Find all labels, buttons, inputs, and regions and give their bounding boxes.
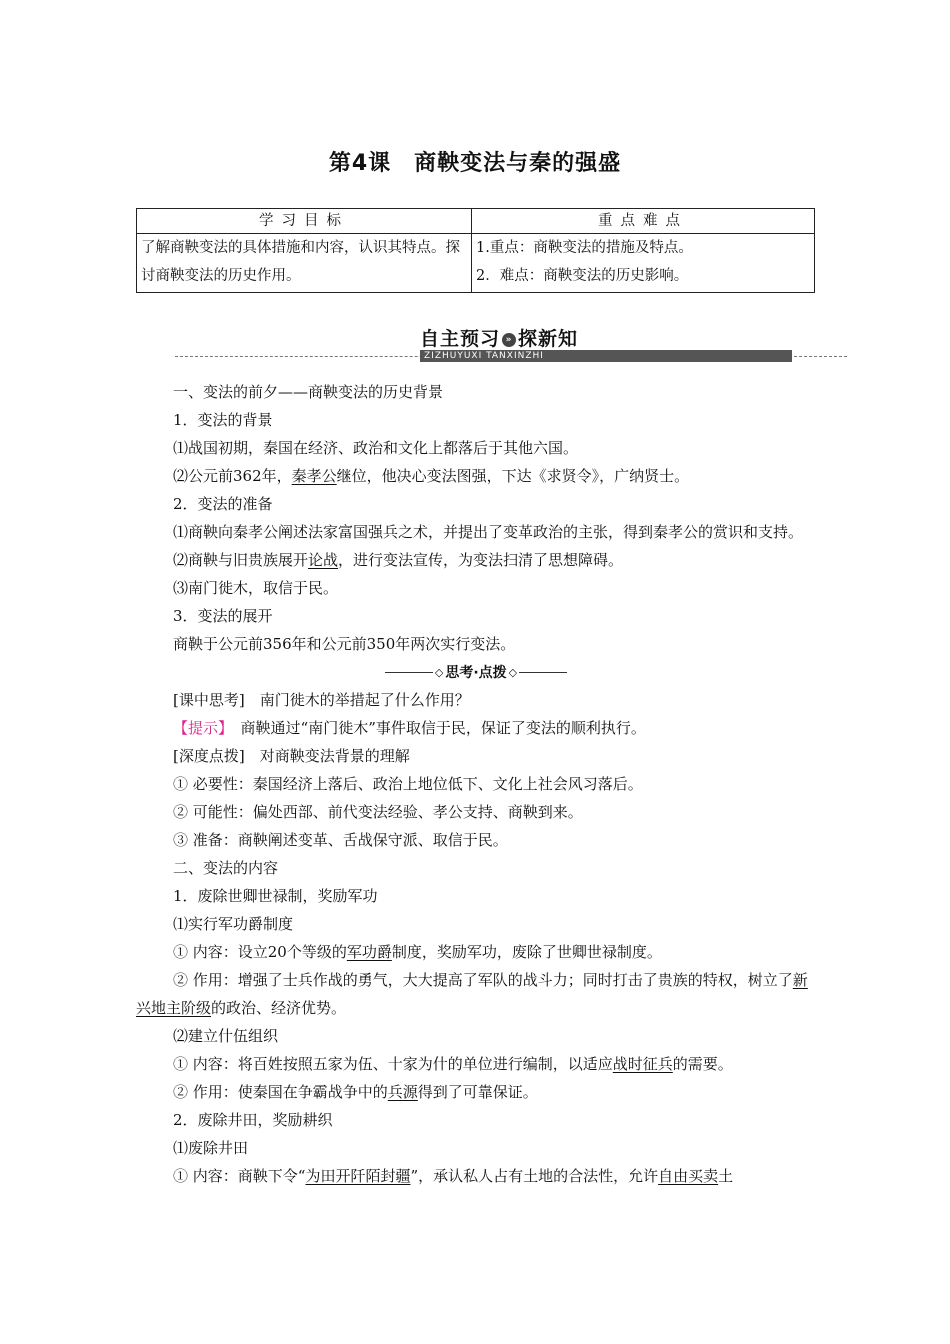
double-arrow-icon: » xyxy=(502,333,516,347)
underlined-term: 为田开阡陌封疆 xyxy=(305,1167,411,1185)
list-item: ② 可能性：偏处西部、前代变法经验、孝公支持、商鞅到来。 xyxy=(173,803,583,821)
subheading: 1．废除世卿世禄制，奖励军功 xyxy=(173,887,378,905)
subheading: ⑵建立什伍组织 xyxy=(173,1027,279,1045)
paragraph: ① 内容：设立20个等级的军功爵制度，奖励军功，废除了世卿世禄制度。 xyxy=(173,943,662,961)
paragraph: ⑶南门徙木，取信于民。 xyxy=(173,579,339,597)
paragraph: ② 作用：增强了士兵作战的勇气，大大提高了军队的战斗力；同时打击了贵族的特权，树立了新兴地主阶级的政治、经济优势。 xyxy=(136,971,808,1017)
underlined-term: 自由买卖 xyxy=(658,1167,719,1185)
paragraph: 商鞅于公元前356年和公元前350年两次实行变法。 xyxy=(173,635,516,653)
objectives-table xyxy=(136,208,815,293)
section-banner xyxy=(175,326,847,366)
subheading: 2．废除井田，奖励耕织 xyxy=(173,1111,333,1129)
underlined-term: 新兴地主阶级 xyxy=(136,971,808,1017)
think-divider xyxy=(136,658,816,686)
diamond-icon: ◇ xyxy=(434,665,444,679)
subheading: 1．变法的背景 xyxy=(173,411,273,429)
think-question: [课中思考] 南门徙木的举措起了什么作用？ xyxy=(173,691,470,709)
section-heading: 一、变法的前夕——商鞅变法的历史背景 xyxy=(173,383,444,401)
deep-point: [深度点拨] 对商鞅变法背景的理解 xyxy=(173,747,410,765)
objectives-header: 学习目标 xyxy=(137,209,472,234)
list-item: ① 必要性：秦国经济上落后、政治上地位低下、文化上社会风习落后。 xyxy=(173,775,643,793)
paragraph: ⑵商鞅与旧贵族展开论战，进行变法宣传，为变法扫清了思想障碍。 xyxy=(173,551,624,569)
paragraph: ① 内容：商鞅下令“为田开阡陌封疆”，承认私人占有土地的合法性，允许自由买卖土 xyxy=(173,1167,734,1185)
think-hint: 【提示】 商鞅通过“南门徙木”事件取信于民，保证了变法的顺利执行。 xyxy=(173,719,646,737)
underlined-term: 秦孝公 xyxy=(291,467,337,485)
lesson-title: 第4课 商鞅变法与秦的强盛 xyxy=(328,151,622,176)
key-point-1: 1.重点：商鞅变法的措施及特点。 xyxy=(476,240,693,256)
banner-part1: 自主预习 xyxy=(420,328,501,350)
paragraph: ⑴战国初期，秦国在经济、政治和文化上都落后于其他六国。 xyxy=(173,439,579,457)
subheading: 3．变法的展开 xyxy=(173,607,273,625)
underlined-term: 兵源 xyxy=(387,1083,418,1101)
subheading: ⑴实行军功爵制度 xyxy=(173,915,294,933)
underlined-term: 论战 xyxy=(308,551,339,569)
banner-label xyxy=(420,326,578,352)
banner-part2: 探新知 xyxy=(518,328,579,350)
key-points-cell xyxy=(472,234,815,293)
section-heading: 二、变法的内容 xyxy=(173,859,279,877)
paragraph: ⑴商鞅向秦孝公阐述法家富国强兵之术，并提出了变革政治的主张，得到秦孝公的赏识和支持。 xyxy=(173,523,804,541)
subheading: ⑴废除井田 xyxy=(173,1139,249,1157)
key-points-header: 重点难点 xyxy=(472,209,815,234)
main-content xyxy=(136,378,816,1190)
underlined-term: 战时征兵 xyxy=(612,1055,673,1073)
objectives-text: 了解商鞅变法的具体措施和内容，认识其特点。探讨商鞅变法的历史作用。 xyxy=(137,234,472,293)
paragraph: ① 内容：将百姓按照五家为伍、十家为什的单位进行编制，以适应战时征兵的需要。 xyxy=(173,1055,733,1073)
underlined-term: 军功爵 xyxy=(346,943,392,961)
banner-pinyin: ZIZHUYUXI TANXINZHI xyxy=(420,350,792,362)
think-divider-label: 思考·点拨 xyxy=(445,665,507,681)
paragraph: ⑵公元前362年，秦孝公继位，他决心变法图强，下达《求贤令》，广纳贤士。 xyxy=(173,467,690,485)
key-point-2: 2．难点：商鞅变法的历史影响。 xyxy=(476,268,689,284)
diamond-icon: ◇ xyxy=(508,665,518,679)
subheading: 2．变法的准备 xyxy=(173,495,273,513)
list-item: ③ 准备：商鞅阐述变革、舌战保守派、取信于民。 xyxy=(173,831,508,849)
hint-label: 【提示】 xyxy=(173,719,226,737)
paragraph: ② 作用：使秦国在争霸战争中的兵源得到了可靠保证。 xyxy=(173,1083,538,1101)
